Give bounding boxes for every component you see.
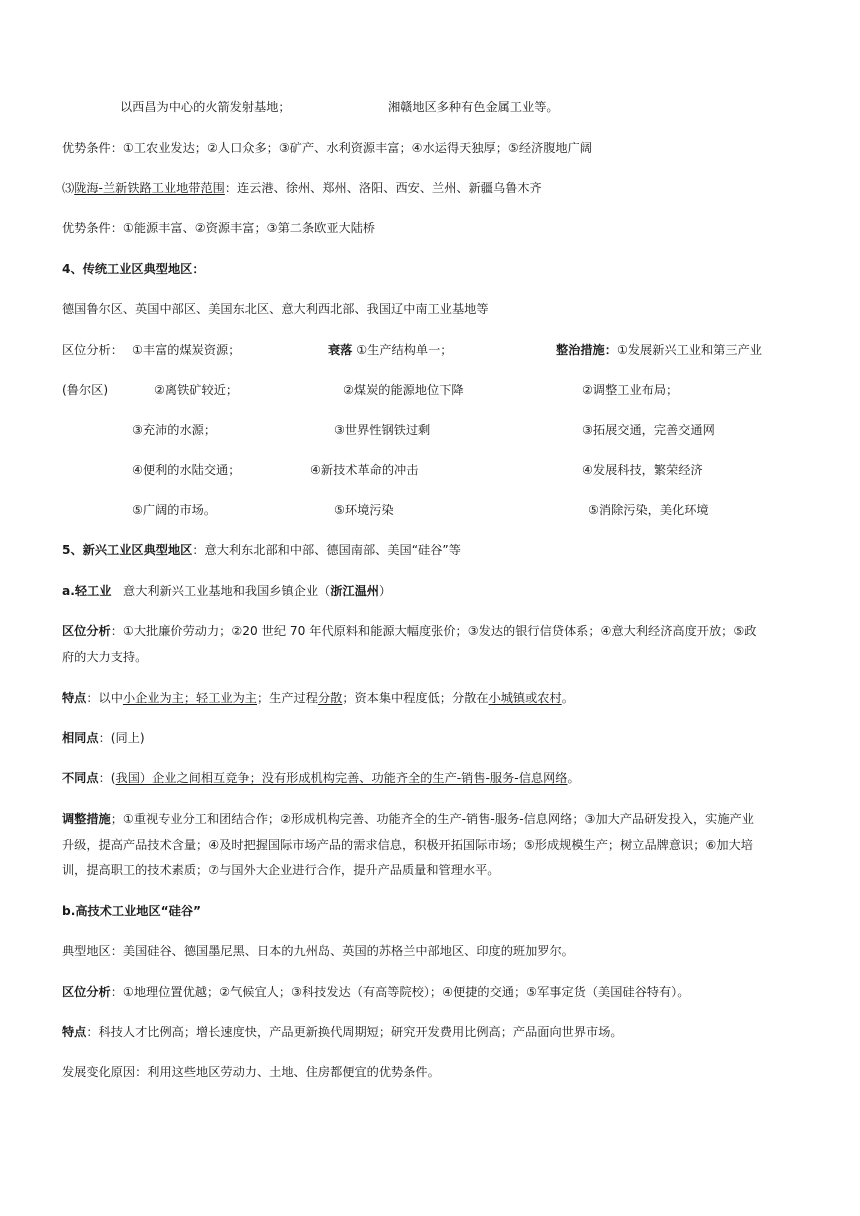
- table-cell: ④新技术革命的冲击: [310, 463, 419, 477]
- table-cell: ②煤炭的能源地位下降: [343, 383, 464, 397]
- underlined-text: 分散: [317, 691, 343, 705]
- heading-label: 区位分析: [62, 985, 111, 999]
- line-segment: ：意大利东北部和中部、德国南部、美国“硅谷”等: [192, 543, 461, 557]
- heading-label: a.轻工业: [62, 584, 112, 598]
- line-segment: ：(同上): [98, 731, 145, 745]
- table-cell: ④便利的水陆交通；: [132, 463, 241, 477]
- line-segment: ：①大批廉价劳动力；②20 世纪 70 年代原料和能源大幅度张价；③发达的银行信贷体系；④意大利经济高度开放；⑤政: [110, 624, 757, 638]
- table-cell: ②调整工业布局；: [582, 383, 679, 397]
- text-line: [62, 179, 542, 197]
- text-line: 府的大力支持。: [62, 650, 148, 664]
- line-segment: ；生产过程: [257, 691, 318, 705]
- table-cell: ⑤消除污染，美化环境: [588, 503, 709, 517]
- text-line: 典型地区：美国硅谷、德国墨尼黑、日本的九州岛、英国的苏格兰中部地区、印度的班加罗尔。: [62, 944, 574, 958]
- line-segment: 。: [561, 691, 574, 705]
- bold-place: 浙江温州: [330, 584, 379, 598]
- text-line: [62, 769, 580, 787]
- underlined-text: 我国）企业之间相互竞争；没有形成机构完善、功能齐全的生产-销售-服务-信息网络: [115, 771, 568, 785]
- text-line: [62, 983, 689, 1001]
- line-segment: 意大利新兴工业基地和我国乡镇企业（: [123, 584, 331, 598]
- table-cell: ②离铁矿较近；: [154, 383, 239, 397]
- underlined-title: 陇海-兰新铁路工业地带范围: [74, 181, 225, 195]
- heading-label: 5、新兴工业区典型地区: [62, 543, 193, 557]
- text-line: 发展变化原因：利用这些地区劳动力、土地、住房都便宜的优势条件。: [62, 1065, 440, 1079]
- line-segment: ：连云港、徐州、郑州、洛阳、西安、兰州、新疆乌鲁木齐: [224, 181, 542, 195]
- line-segment: ）: [378, 584, 392, 598]
- text-line: [120, 98, 291, 116]
- text-line: 德国鲁尔区、英国中部区、美国东北区、意大利西北部、我国辽中南工业基地等: [62, 302, 489, 316]
- heading-label: 区位分析: [62, 624, 111, 638]
- section-heading: 4、传统工业区典型地区：: [62, 262, 205, 276]
- line-segment: ：①地理位置优越；②气候宜人；③科技发达（有高等院校）；④便捷的交通；⑤军事定货（美国硅谷特有）。: [110, 985, 690, 999]
- line-segment: ；资本集中程度低；分散在: [342, 691, 489, 705]
- text-line: [62, 810, 754, 828]
- heading-label: 特点: [62, 1025, 87, 1039]
- table-cell: (鲁尔区): [62, 383, 109, 397]
- text-line: [62, 1023, 623, 1041]
- line-segment: 湘赣地区多种有色金属工业等。: [388, 100, 559, 114]
- subsection-heading: b.高技术工业地区“硅谷”: [62, 904, 202, 918]
- line-segment: ①发展新兴工业和第三产业: [616, 343, 762, 357]
- table-cell: 区位分析：: [62, 343, 123, 357]
- heading-label: 相同点: [62, 731, 99, 745]
- text-line: 训，提高职工的技术素质；⑦与国外大企业进行合作，提升产品质量和管理水平。: [62, 863, 500, 877]
- table-cell: ④发展科技，繁荣经济: [582, 463, 703, 477]
- section-heading: [62, 541, 461, 559]
- column-heading: 整治措施：: [556, 343, 617, 357]
- table-cell: ③拓展交通，完善交通网: [582, 423, 715, 437]
- text-line: 优势条件：①能源丰富、②资源丰富；③第二条欧亚大陆桥: [62, 221, 376, 235]
- table-cell: ③充沛的水源；: [132, 423, 217, 437]
- heading-label: 不同点: [62, 771, 99, 785]
- text-line: [62, 729, 145, 747]
- text-line: 优势条件：①工农业发达；②人口众多；③矿产、水利资源丰富；④水运得天独厚；⑤经济腹地广阔: [62, 141, 592, 155]
- line-segment: ；①重视专业分工和团结合作；②形成机构完善、功能齐全的生产-销售-服务-信息网络；③加大产品研发投入，实施产业: [110, 812, 754, 826]
- underlined-text: 小企业为主；轻工业为主: [122, 691, 257, 705]
- line-segment: ①生产结构单一；: [356, 343, 453, 357]
- text-line: [388, 98, 559, 116]
- line-segment: ：以中: [86, 691, 123, 705]
- heading-label: 特点: [62, 691, 87, 705]
- line-segment: 。: [567, 771, 580, 785]
- table-cell: ⑤广阔的市场。: [132, 503, 217, 517]
- line-segment: ：(: [98, 771, 116, 785]
- table-cell: ①丰富的煤炭资源；: [132, 343, 241, 357]
- text-line: 升级，提高产品技术含量；④及时把握国际市场产品的需求信息，积极开拓国际市场；⑤形成规模生产；树立品牌意识；⑥加大培: [62, 838, 753, 852]
- text-line: [62, 622, 756, 640]
- line-segment: 以西昌为中心的火箭发射基地；: [120, 100, 291, 114]
- text-line: [62, 689, 574, 707]
- list-number: ⑶: [62, 181, 75, 195]
- underlined-text: 小城镇或农村: [488, 691, 562, 705]
- line-segment: ：科技人才比例高；增长速度快，产品更新换代周期短；研究开发费用比例高；产品面向世界市场。: [86, 1025, 623, 1039]
- table-cell: [556, 341, 762, 359]
- heading-label: 调整措施: [62, 812, 111, 826]
- subsection-heading: [62, 582, 391, 600]
- column-heading: 衰落: [328, 343, 353, 357]
- table-cell: [328, 341, 453, 359]
- table-cell: ③世界性钢铁过剩: [334, 423, 431, 437]
- table-cell: ⑤环境污染: [334, 503, 394, 517]
